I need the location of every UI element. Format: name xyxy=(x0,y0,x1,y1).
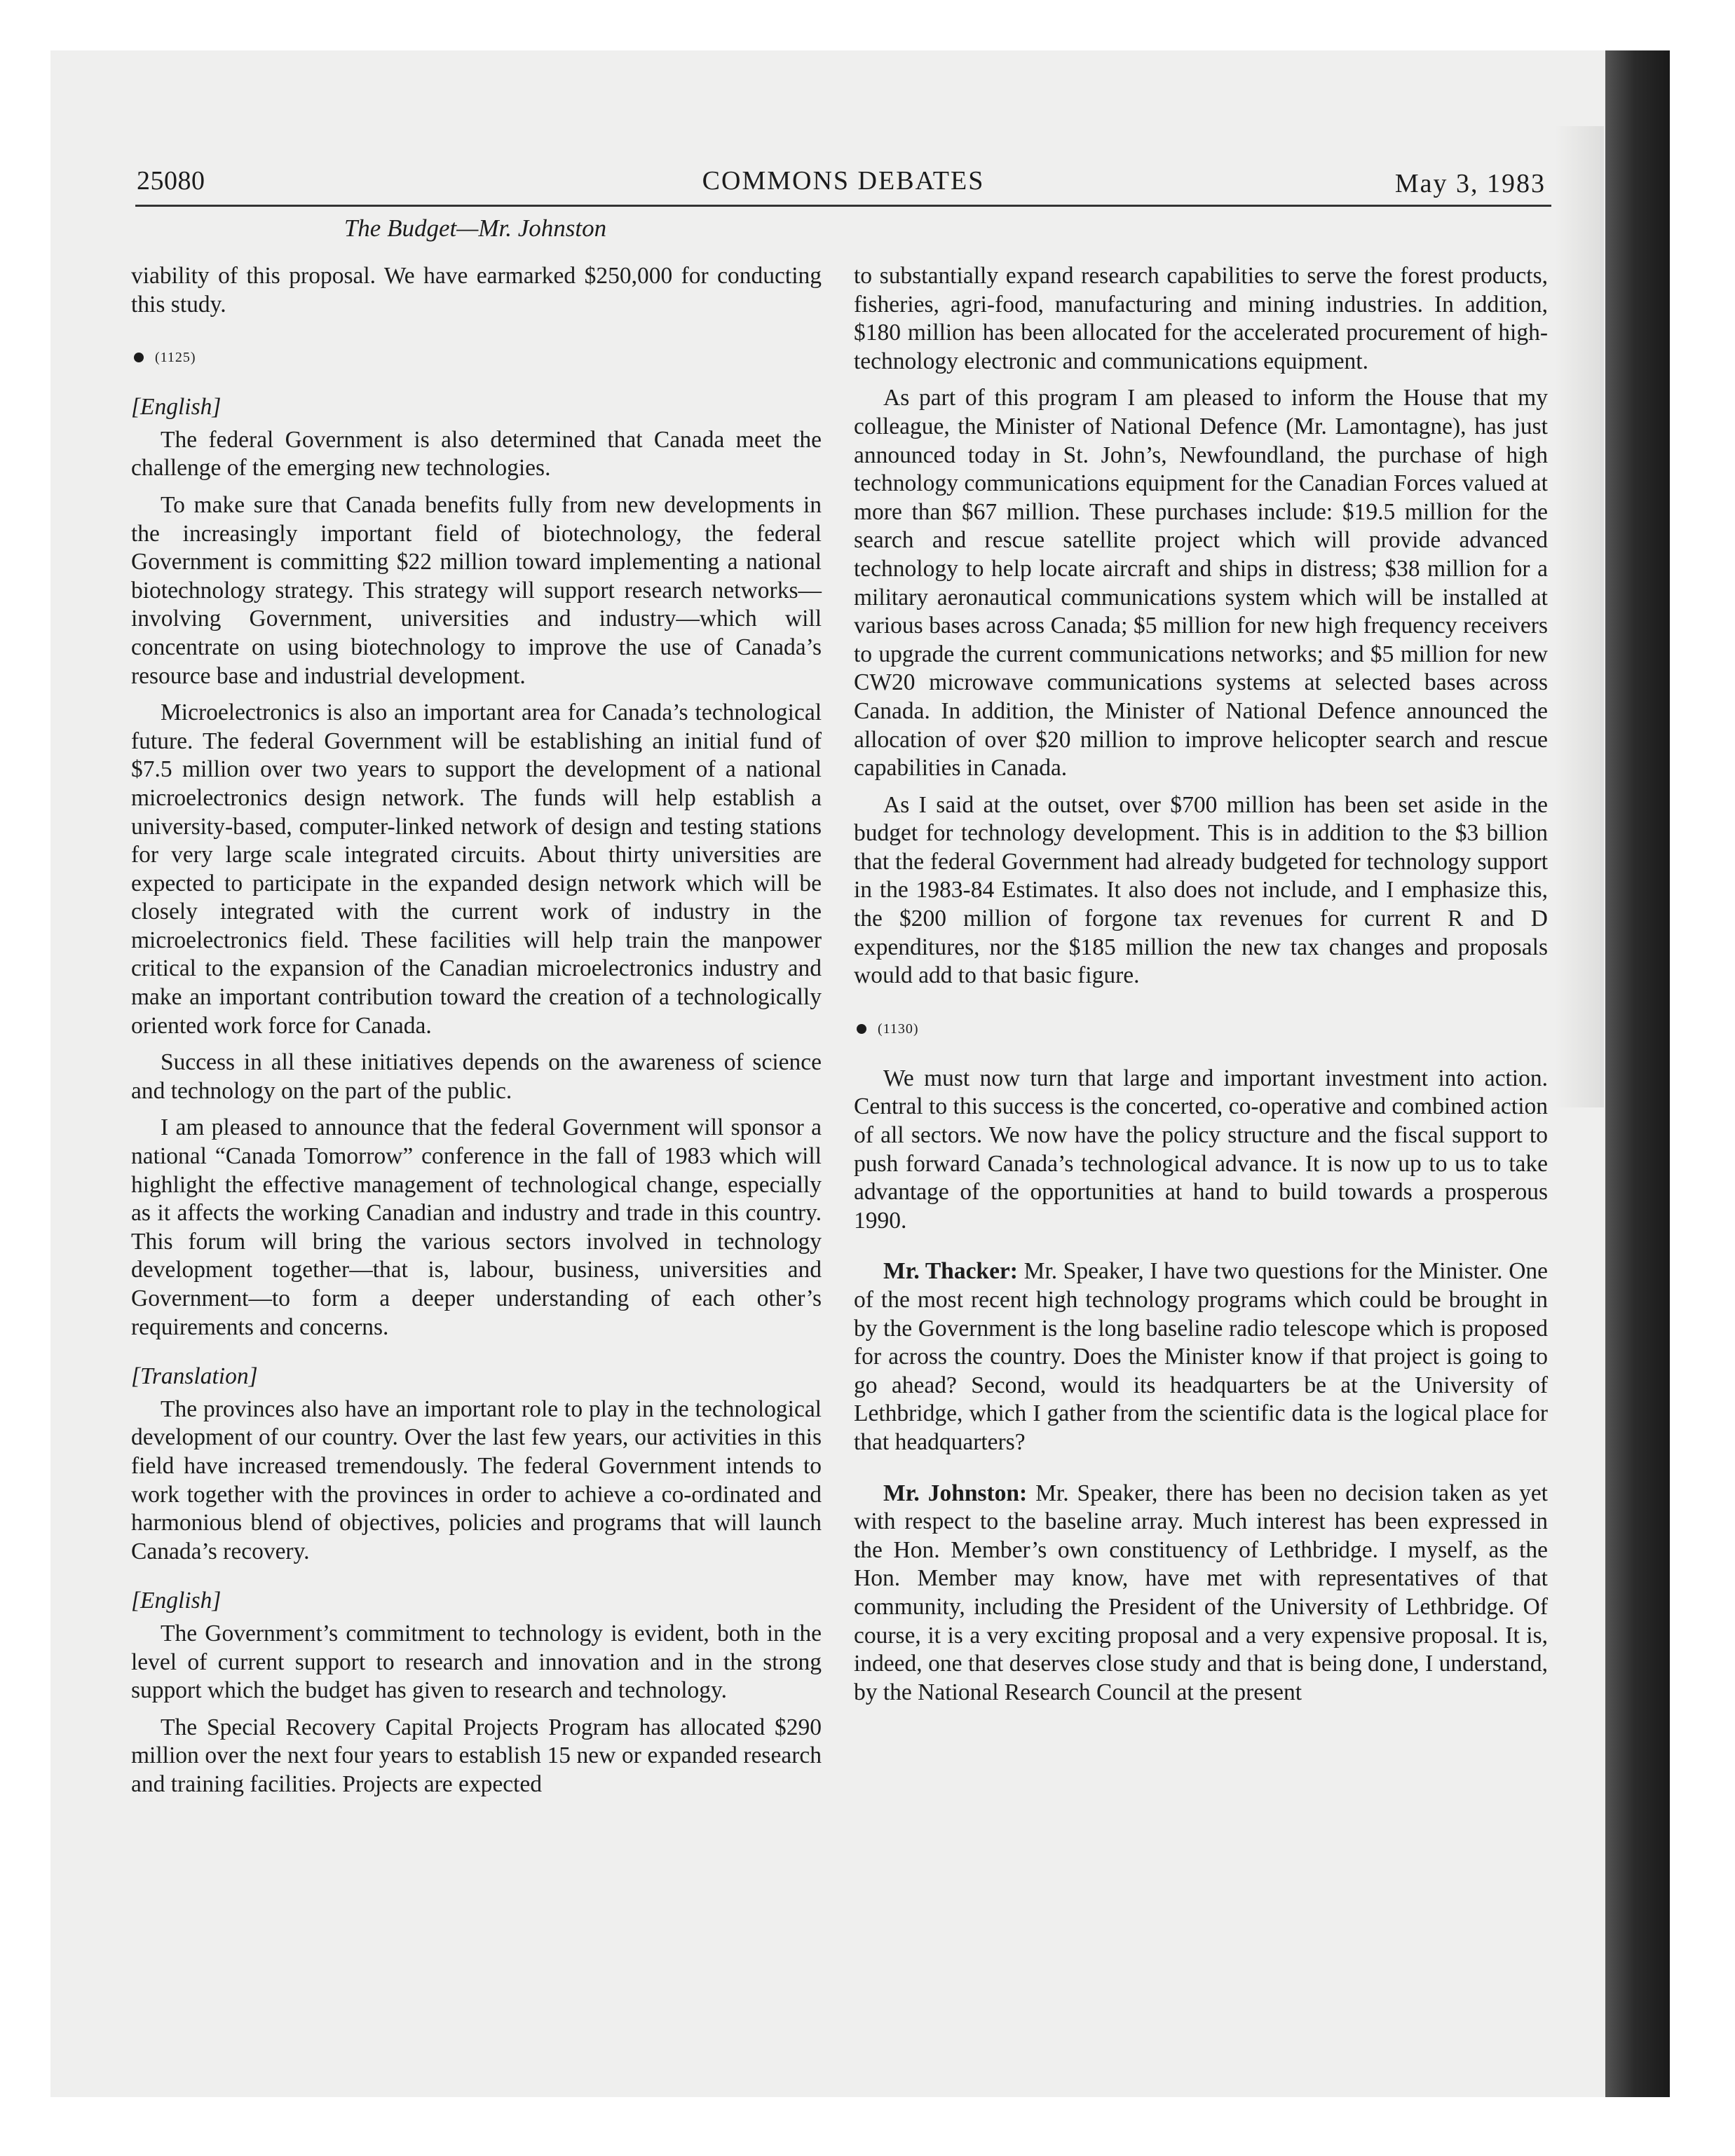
publication-date: May 3, 1983 xyxy=(1394,169,1546,198)
paragraph: The federal Government is also determined that Canada meet the challenge of the emerging new technologies. xyxy=(131,426,822,482)
speech-text: Mr. Speaker, I have two questions for the Minister. One of the most recent high technology programs which could be brought in by the Government is the long baseline radio telescope which is proposed for across the country. Does the Minister know if that project is going to go ahead? Second, would its headquarters be at the University of Lethbridge, which I gather from the scientific data is the logical place for that headquarters? xyxy=(854,1258,1549,1455)
speaker-name: Mr. Johnston: xyxy=(883,1480,1028,1506)
running-head: The Budget—Mr. Johnston xyxy=(343,214,607,242)
paragraph: As I said at the outset, over $700 million has been set aside in the budget for technology development. This is in addition to the $3 billion that the federal Government had already budgeted for technology support in the 1983-84 Estimates. It also does not include, and I emphasize this, the $200 million of forgone tax revenues for current R and D expenditures, nor the $185 million the new tax changes and proposals would add to that basic figure. xyxy=(854,791,1548,989)
paragraph: We must now turn that large and important investment into action. Central to this success is the concerted, co-operative and combined action of all sectors. We now have the policy structure and the fiscal support to push forward Canada’s technological advance. It is now up to us to take advantage of the opportunities at hand to build towards a prosperous 1990. xyxy=(854,1065,1548,1234)
page-edge-shadow xyxy=(1555,126,1604,1107)
paragraph: To make sure that Canada benefits fully from new developments in the increasingly important field of biotechnology, the federal Government is committing $22 million toward implementing a national biotechnology strategy. This strategy will support research networks—involving Government, universities and industry—which will concentrate on using biotechnology to improve the use of Canada’s resource base and industrial development. xyxy=(131,491,822,689)
paragraph: Success in all these initiatives depends on the awareness of science and technology on the part of the public. xyxy=(131,1049,822,1104)
time-marker xyxy=(854,1018,1548,1039)
speech-paragraph xyxy=(854,1480,1548,1707)
paragraph: Microelectronics is also an important area for Canada’s technological future. The federal Government will be establishing an initial fund of $7.5 million over two years to support the development of a national microelectronics design network. The funds will help establish a university-based, computer-linked network of design and testing stations for very large scale integrated circuits. About thirty universities are expected to participate in the expanded design network which will be closely integrated with the current work of industry in the microelectronics field. These facilities will help train the manpower critical to the expansion of the Canadian microelectronics industry and make an important contribution toward the creation of a technologically oriented work force for Canada. xyxy=(131,700,822,1039)
language-tag: [Translation] xyxy=(131,1363,258,1390)
page-header xyxy=(135,165,1551,207)
paragraph: As part of this program I am pleased to inform the House that my colleague, the Minister of National Defence (Mr. Lamontagne), has just announced today in St. John’s, Newfoundland, the purchase of high technology communications equipment for the Canadian Forces valued at more than $67 million. These purchases include: $19.5 million for the search and rescue satellite project which will provide advanced technology to help locate aircraft and ships in distress; $38 million for a military aeronautical communications system which will be installed at various bases across Canada; $5 million for new high frequency receivers to upgrade the current communications networks; and $5 million for new CW20 microwave communications systems at selected bases across Canada. In addition, the Minister of National Defence announced the allocation of over $20 million to improve helicopter search and rescue capabilities in Canada. xyxy=(854,385,1548,782)
time-marker-label: (1130) xyxy=(878,1021,919,1037)
publication-title: COMMONS DEBATES xyxy=(702,166,985,196)
paragraph: The Government’s commitment to technology is evident, both in the level of current support to research and innovation and in the strong support which the budget has given to research and technology. xyxy=(131,1620,822,1704)
paragraph: The provinces also have an important role to play in the technological development of our country. Over the last few years, our activities in this field have increased tremendously. The federal Government intends to work together with the provinces in order to achieve a co-ordinated and harmonious blend of objectives, policies and programs that will launch Canada’s recovery. xyxy=(131,1396,822,1564)
time-marker xyxy=(131,347,822,368)
binding-edge xyxy=(1605,50,1670,2097)
page-number: 25080 xyxy=(137,166,205,196)
speaker-name: Mr. Thacker: xyxy=(883,1258,1018,1285)
bullet-icon xyxy=(134,353,144,362)
left-column xyxy=(131,262,822,1808)
time-marker-label: (1125) xyxy=(155,350,196,366)
paragraph: viability of this proposal. We have earmarked $250,000 for conducting this study. xyxy=(131,263,822,318)
paragraph: to substantially expand research capabilities to serve the forest products, fisheries, agri-food, manufacturing and mining industries. In addition, $180 million has been allocated for the accelerated procurement of high-technology electronic and communications equipment. xyxy=(854,263,1548,374)
paragraph: I am pleased to announce that the federal Government will sponsor a national “Canada Tomorrow” conference in the fall of 1983 which will highlight the effective management of technological change, especially as it affects the working Canadian and industry and trade in this country. This forum will bring the various sectors involved in technology development together—that is, labour, business, universities and Government—to form a deeper understanding of each other’s requirements and concerns. xyxy=(131,1114,822,1340)
language-tag: [English] xyxy=(131,394,222,421)
bullet-icon xyxy=(857,1024,866,1034)
speech-paragraph xyxy=(854,1257,1548,1456)
right-column xyxy=(854,262,1548,1715)
language-tag: [English] xyxy=(131,1588,222,1614)
speech-text: Mr. Speaker, there has been no decision taken as yet with respect to the baseline array. Much interest has been expressed in the Hon. Member’s own constituency of Lethbridge. I myself, as the Hon. Member may know, have met with representatives of that community, including the President of the University of Lethbridge. Of course, it is a very exciting proposal and a very expensive proposal. It is, indeed, one that deserves close study and that is being done, I understand, by the National Research Council at the present xyxy=(854,1480,1548,1705)
paragraph: The Special Recovery Capital Projects Program has allocated $290 million over the next four years to establish 15 new or expanded research and training facilities. Projects are expected xyxy=(131,1714,822,1797)
